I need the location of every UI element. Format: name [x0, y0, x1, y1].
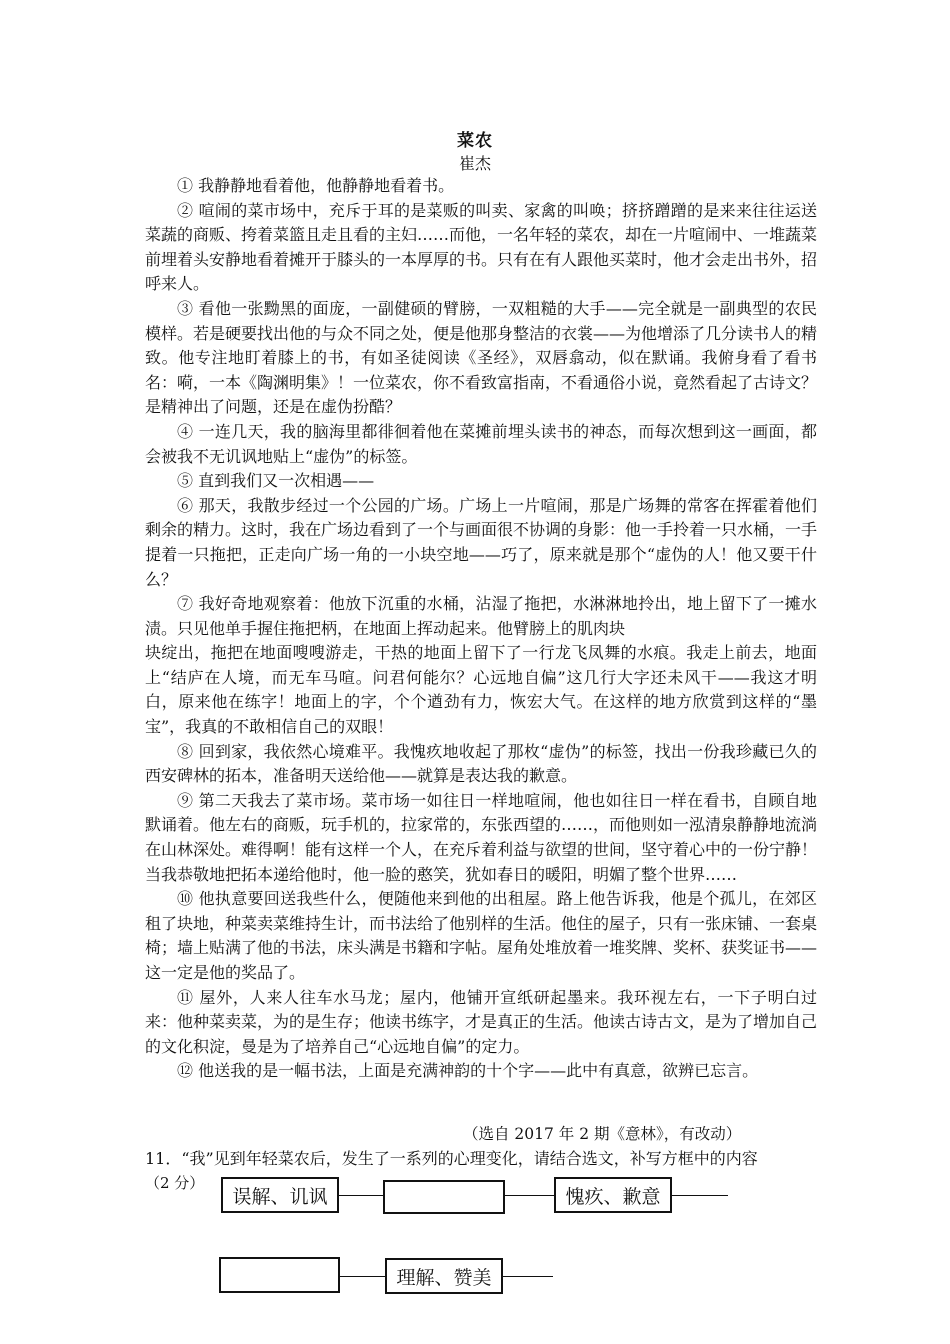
- article-body: [145, 174, 817, 1084]
- flow-box-blank-1[interactable]: [383, 1180, 505, 1214]
- paragraph-6: ⑥ 那天，我散步经过一个公园的广场。广场上一片喧闹，那是广场舞的常客在挥霍着他们剩余的精力。这时，我在广场边看到了一个与画面很不协调的身影：他一手拎着一只水桶，一手提着一只拖把，正走向广场一角的一小块空地——巧了，原来就是那个“虚伪的人！他又要干什么？: [145, 495, 818, 589]
- article-title: 菜农: [457, 131, 493, 151]
- paragraph-7-continued: 块绽出，拖把在地面嗖嗖游走，干热的地面上留下了一行龙飞凤舞的水痕。我走上前去，地面上“结庐在人境，而无车马喧。问君何能尔？心远地自偏”这几行大字还未风干——我这才明白，原来他在练字！地面上的字，个个遒劲有力，恢宏大气。在这样的地方欣赏到这样的“墨宝”，我真的不敢相信自己的双眼！: [145, 643, 817, 737]
- flow-box-guilt: 愧疚、歉意: [554, 1177, 672, 1213]
- flow-connector: [503, 1276, 553, 1277]
- paragraph-5: ⑤ 直到我们又一次相遇——: [177, 471, 375, 491]
- question-11-text: 11．“我”见到年轻菜农后，发生了一系列的心理变化，请结合选文，补写方框中的内容: [145, 1149, 758, 1168]
- flow-box-understanding: 理解、赞美: [385, 1258, 503, 1294]
- flow-box-misunderstanding: 误解、讥讽: [221, 1177, 339, 1213]
- paragraph-2: ② 喧闹的菜市场中，充斥于耳的是菜贩的叫卖、家禽的叫唤；挤挤蹭蹭的是来来往往运送菜蔬的商贩、挎着菜篮且走且看的主妇……而他，一名年轻的菜农，却在一片喧闹中、一堆蔬菜前埋着头安静地看着摊开于膝头的一本厚厚的书。只有在有人跟他买菜时，他才会走出书外，招呼来人。: [145, 200, 818, 294]
- question-score: （2 分）: [145, 1174, 205, 1192]
- paragraph-9: ⑨ 第二天我去了菜市场。菜市场一如往日一样地喧闹，他也如往日一样在看书，自顾自地默诵着。他左右的商贩，玩手机的，拉家常的，东张西望的……，而他则如一泓清泉静静地流淌在山林深处。难得啊！能有这样一个人，在充斥着利益与欲望的世间，坚守着心中的一份宁静！当我恭敬地把拓本递给他时，他一脸的憨笑，犹如春日的暖阳，明媚了整个世界……: [145, 790, 818, 884]
- source-note: （选自 2017 年 2 期《意林》，有改动）: [463, 1125, 742, 1143]
- flow-connector: [505, 1195, 554, 1196]
- flow-box-blank-2[interactable]: [219, 1257, 340, 1293]
- paragraph-11: ⑪ 屋外，人来人往车水马龙；屋内，他铺开宣纸研起墨来。我环视左右，一下子明白过来：他种菜卖菜，为的是生存；他读书练字，才是真正的生活。他读古诗古文，是为了增加自己的文化积淀，曼是为了培养自己“心远地自偏”的定力。: [145, 987, 818, 1056]
- paragraph-12: ⑫ 他送我的是一幅书法，上面是充满神韵的十个字——此中有真意，欲辨已忘言。: [177, 1061, 759, 1081]
- paragraph-8: ⑧ 回到家，我依然心境难平。我愧疚地收起了那枚“虚伪”的标签，找出一份我珍藏已久的西安碑林的拓本，准备明天送给他——就算是表达我的歉意。: [145, 741, 817, 786]
- paragraph-1: ① 我静静地看着他，他静静地看着书。: [177, 176, 455, 195]
- paragraph-4: ④ 一连几天，我的脑海里都徘徊着他在菜摊前埋头读书的神态，而每次想到这一画面，都会被我不无讥讽地贴上“虚伪”的标签。: [145, 421, 817, 466]
- flow-connector: [339, 1195, 383, 1196]
- article-author: 崔杰: [458, 154, 491, 173]
- flow-connector: [340, 1276, 385, 1277]
- flow-connector: [672, 1195, 728, 1196]
- paragraph-3: ③ 看他一张黝黑的面庞，一副健硕的臂膀，一双粗糙的大手——完全就是一副典型的农民模样。若是硬要找出他的与众不同之处，便是他那身整洁的衣裳——为他增添了几分读书人的精致。他专注地盯着膝上的书，有如圣徒阅读《圣经》，双唇翕动，似在默诵。我俯身看了看书名：嗬，一本《陶渊明集》！一位菜农，你不看致富指南，不看通俗小说，竟然看起了古诗文？是精神出了问题，还是在虚伪扮酷？: [145, 298, 818, 417]
- paragraph-7: ⑦ 我好奇地观察着：他放下沉重的水桶，沾湿了拖把，水淋淋地拎出，地上留下了一摊水渍。只见他单手握住拖把柄，在地面上挥动起来。他臂膀上的肌肉块: [145, 594, 817, 638]
- paragraph-10: ⑩ 他执意要回送我些什么，便随他来到他的出租屋。路上他告诉我，他是个孤儿，在郊区租了块地，种菜卖菜维持生计，而书法给了他别样的生活。他住的屋子，只有一张床铺、一套桌椅；墙上贴满了他的书法，床头满是书籍和字帖。屋角处堆放着一堆奖牌、奖杯、获奖证书——这一定是他的奖品了。: [145, 889, 818, 982]
